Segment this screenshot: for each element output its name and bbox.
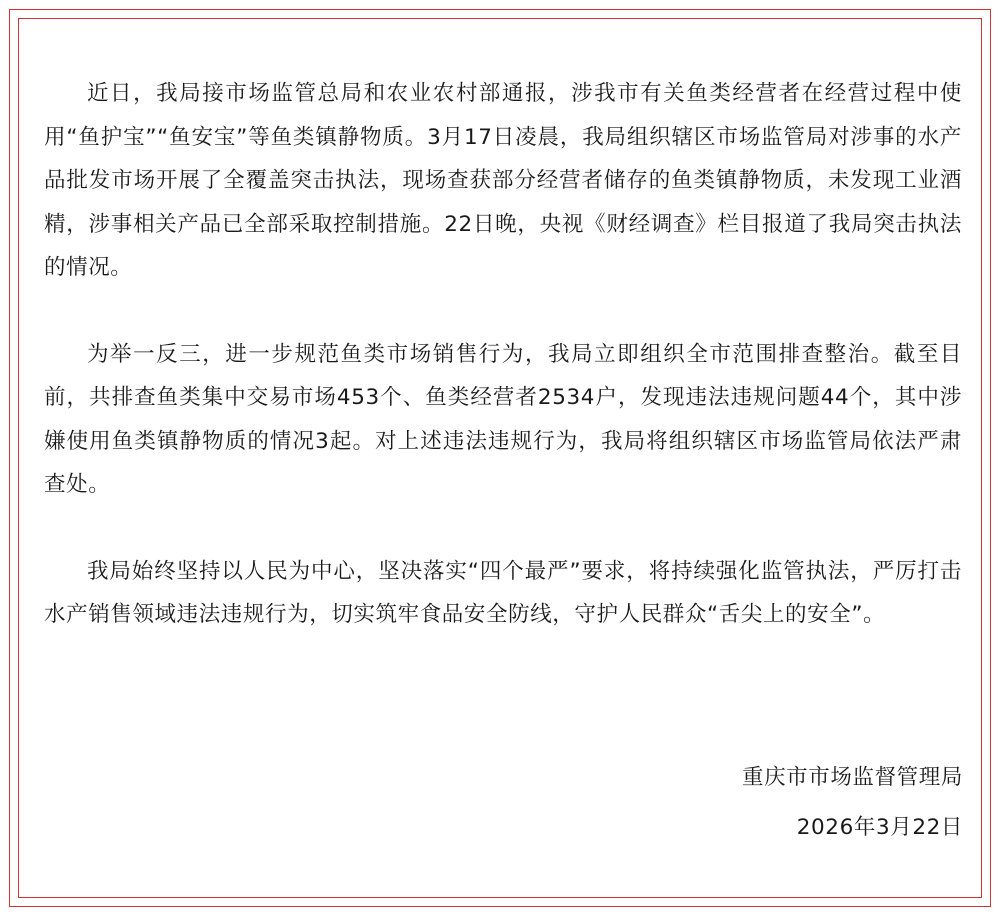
signature-organization: 重庆市市场监督管理局: [741, 765, 963, 790]
paragraph-2: 为举一反三，进一步规范鱼类市场销售行为，我局立即组织全市范围排查整治。截至目前，共排查鱼类集中交易市场453个、鱼类经营者2534户，发现违法违规问题44个，其中涉嫌使用鱼类镇静物质的情况3起。对上述违法违规行为，我局将组织辖区市场监管局依法严肃查处。: [44, 341, 962, 497]
notice-body: [44, 72, 962, 637]
signature-date: 2026年3月22日: [796, 815, 963, 840]
paragraph-1: 近日，我局接市场监管总局和农业农村部通报，涉我市有关鱼类经营者在经营过程中使用“鱼护宝”“鱼安宝”等鱼类镇静物质。3月17日凌晨，我局组织辖区市场监管局对涉事的水产品批发市场开展了全覆盖突击执法，现场查获部分经营者储存的鱼类镇静物质，未发现工业酒精，涉事相关产品已全部采取控制措施。22日晚，央视《财经调查》栏目报道了我局突击执法的情况。: [44, 81, 962, 280]
paragraph-3: 我局始终坚持以人民为中心，坚决落实“四个最严”要求，将持续强化监管执法，严厉打击水产销售领域违法违规行为，切实筑牢食品安全防线，守护人民群众“舌尖上的安全”。: [44, 558, 962, 627]
